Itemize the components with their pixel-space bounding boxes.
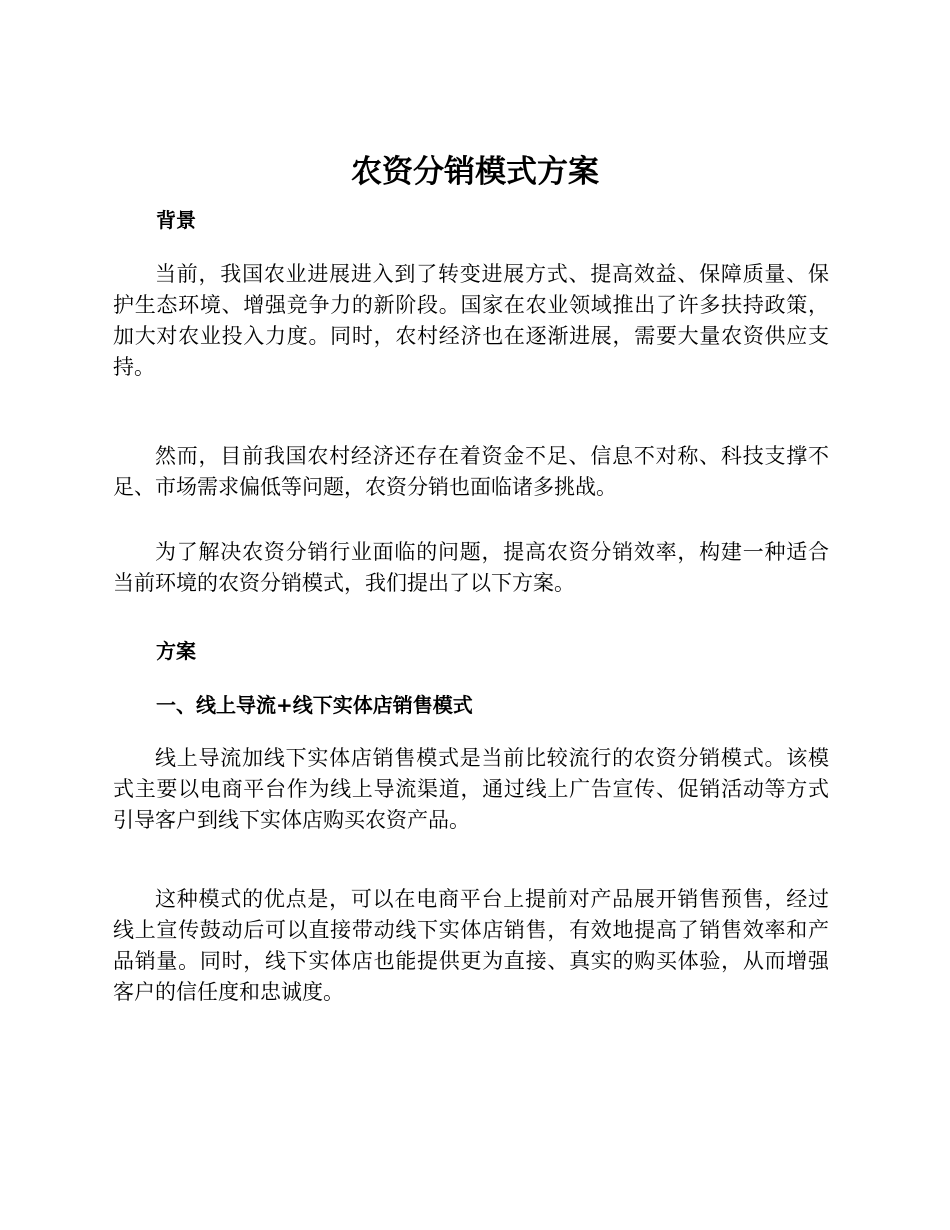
paragraph-line: 当前环境的农资分销模式，我们提出了以下方案。 [113, 571, 575, 595]
paragraph-background-2 [113, 441, 829, 503]
section-heading-background: 背景 [156, 208, 196, 232]
paragraph-line: 线上宣传鼓动后可以直接带动线下实体店销售，有效地提高了销售效率和产 [113, 918, 829, 942]
paragraph-line: 护生态环境、增强竞争力的新阶段。国家在农业领域推出了许多扶持政策， [113, 293, 829, 317]
section-heading-plan: 方案 [156, 639, 196, 663]
paragraph-line: 足、市场需求偏低等问题，农资分销也面临诸多挑战。 [113, 475, 617, 499]
paragraph-plan-2 [113, 884, 829, 1008]
paragraph-line: 品销量。同时，线下实体店也能提供更为直接、真实的购买体验，从而增强 [113, 949, 829, 973]
document-title: 农资分销模式方案 [351, 154, 599, 190]
subsection-heading-online-offline: 一、线上导流+线下实体店销售模式 [156, 693, 473, 717]
paragraph-line: 为了解决农资分销行业面临的问题，提高农资分销效率，构建一种适合 [155, 540, 829, 564]
paragraph-background-3 [113, 537, 829, 599]
paragraph-plan-1 [113, 743, 829, 836]
paragraph-line: 加大对农业投入力度。同时，农村经济也在逐渐进展，需要大量农资供应支 [113, 324, 829, 348]
paragraph-background-1 [113, 259, 829, 383]
paragraph-line: 这种模式的优点是，可以在电商平台上提前对产品展开销售预售，经过 [155, 887, 829, 911]
paragraph-line: 持。 [113, 355, 155, 379]
paragraph-line: 客户的信任度和忠诚度。 [113, 980, 344, 1004]
paragraph-line: 线上导流加线下实体店销售模式是当前比较流行的农资分销模式。该模 [155, 746, 829, 770]
paragraph-line: 引导客户到线下实体店购买农资产品。 [113, 808, 470, 832]
paragraph-line: 然而，目前我国农村经济还存在着资金不足、信息不对称、科技支撑不 [155, 444, 829, 468]
paragraph-line: 式主要以电商平台作为线上导流渠道，通过线上广告宣传、促销活动等方式 [113, 777, 829, 801]
paragraph-line: 当前，我国农业进展进入到了转变进展方式、提高效益、保障质量、保 [155, 262, 829, 286]
